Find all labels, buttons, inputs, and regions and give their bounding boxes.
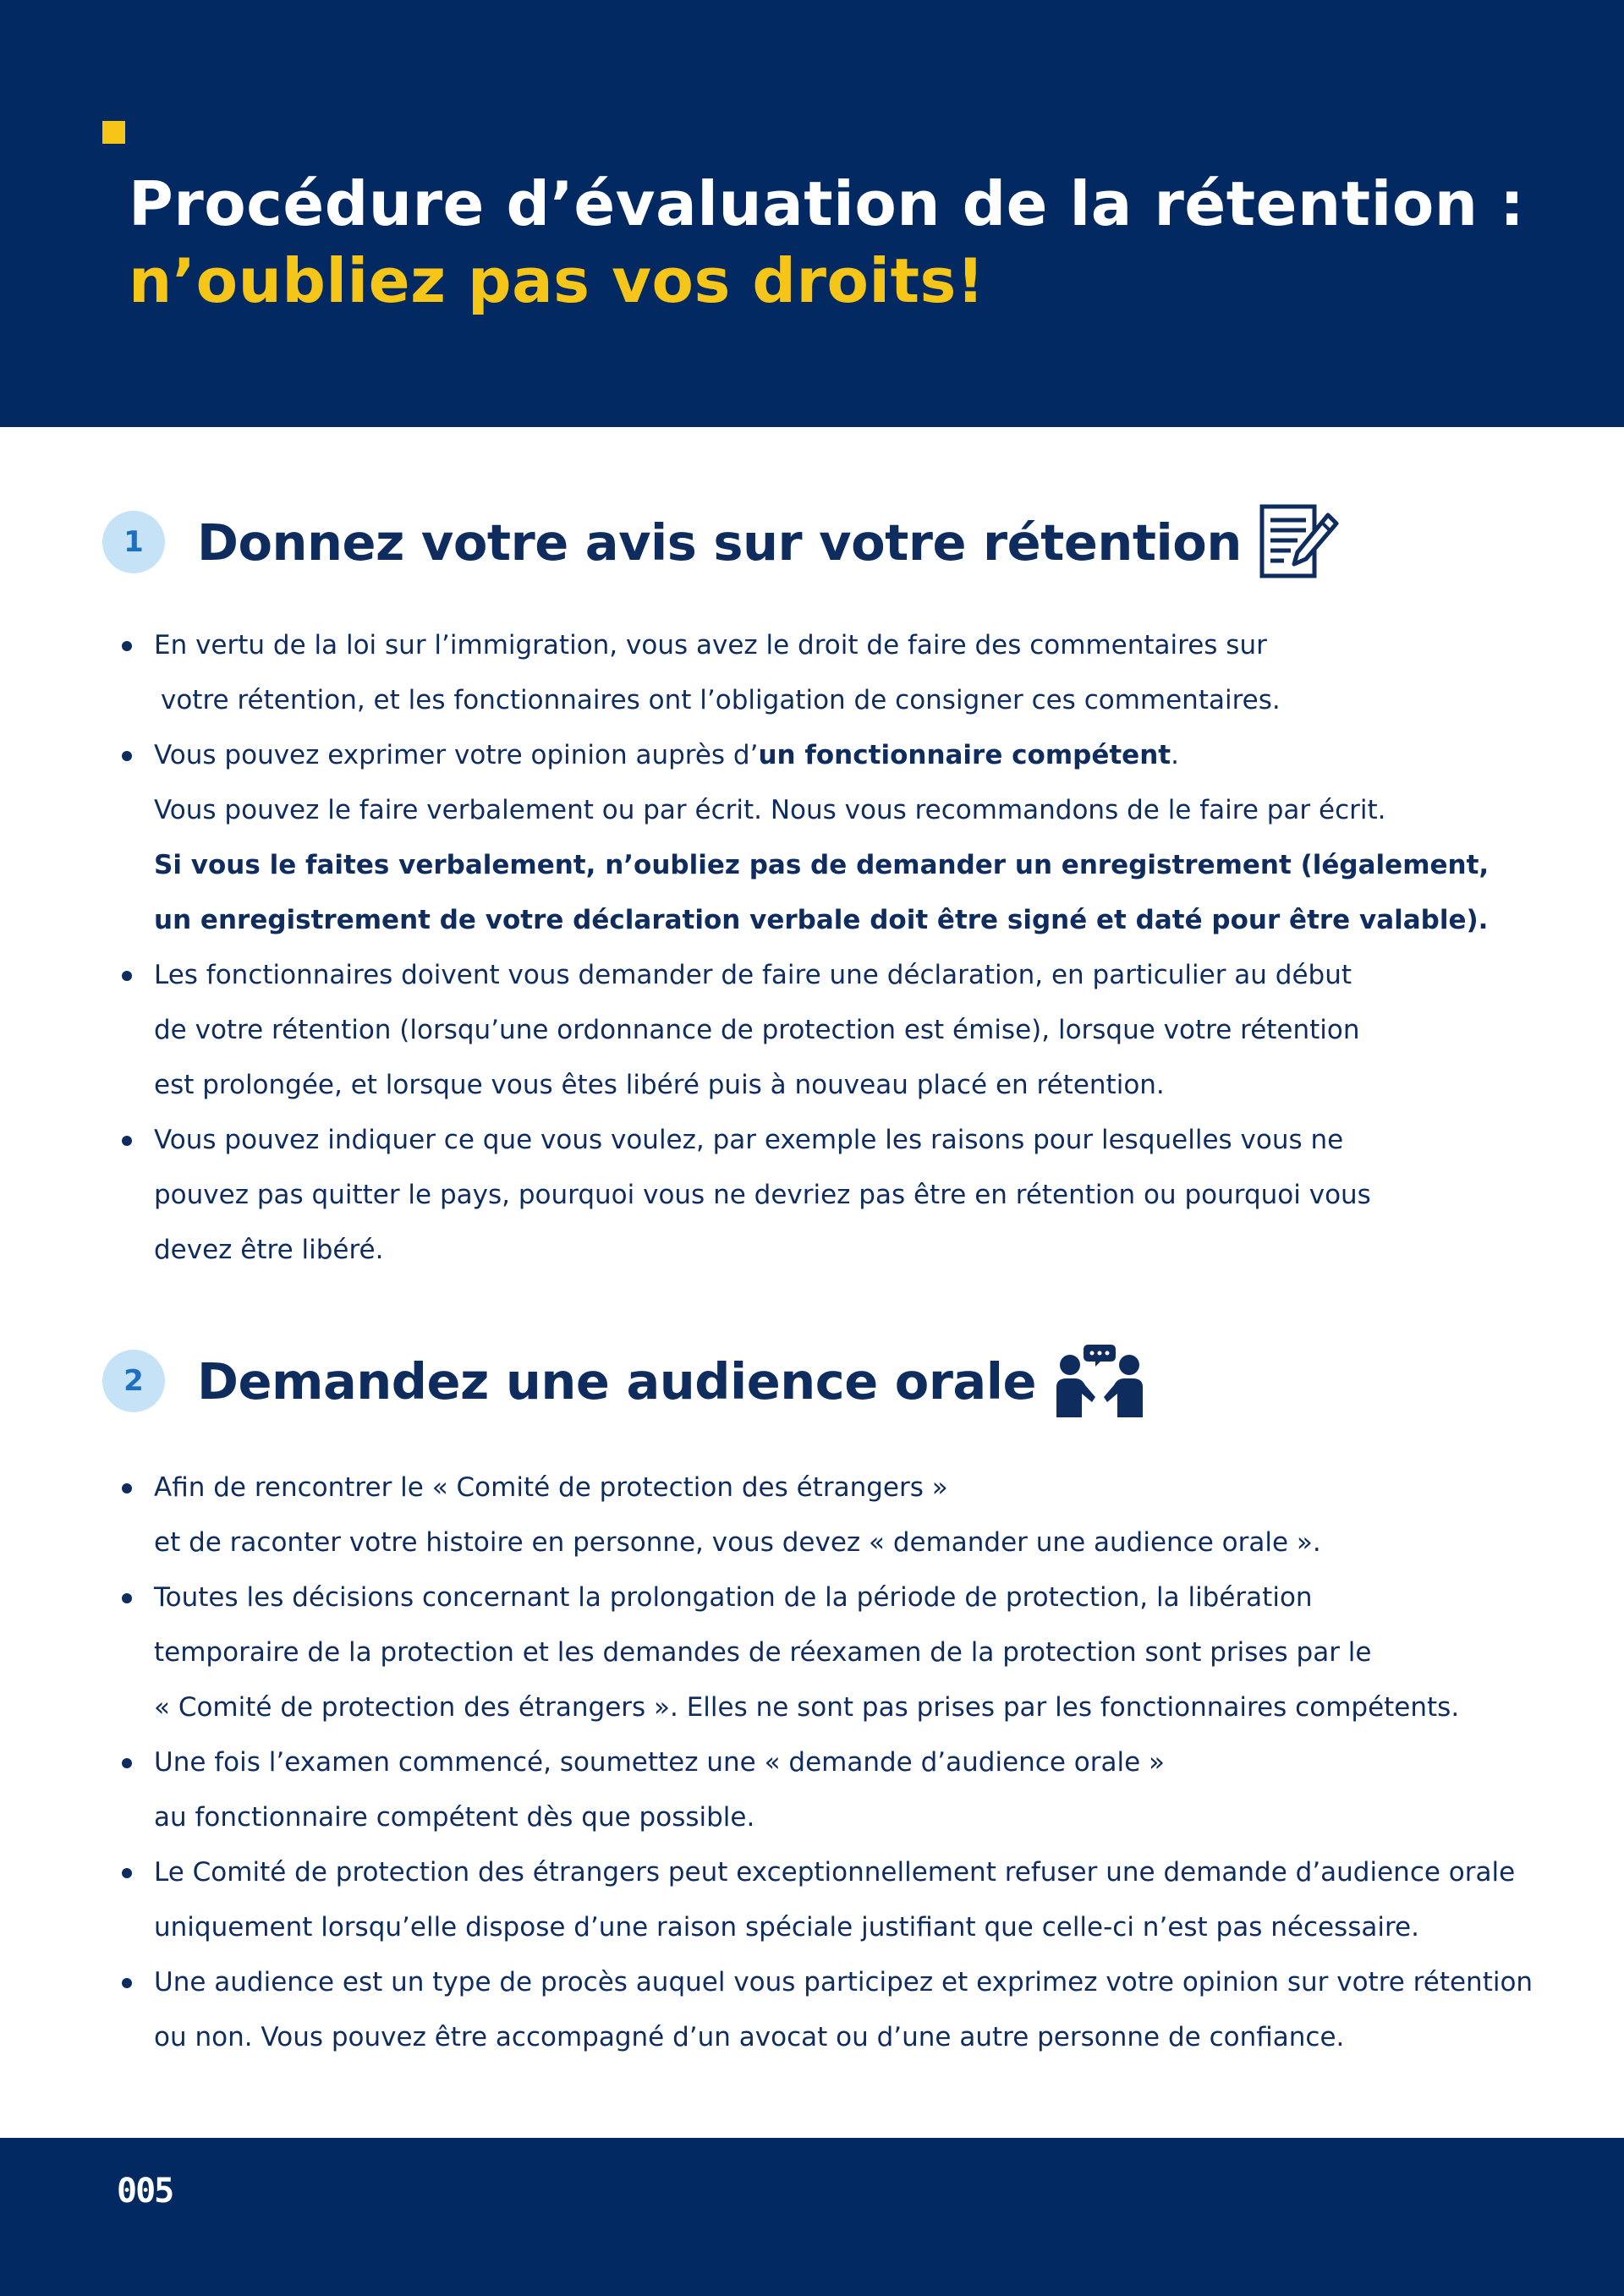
list-item: Une fois l’examen commencé, soumettez une « demande d’audience orale » au fonctionnaire compétent dès que possible. [118, 1735, 1590, 1845]
section-1-title: Donnez votre avis sur votre rétention [197, 512, 1242, 572]
accent-square [102, 121, 125, 144]
list-item: Toutes les décisions concernant la prolongation de la période de protection, la libération temporaire de la protection et les demandes de réexamen de la protection sont prises par le « Comité de protection des étrangers ». Elles ne sont pas prises par les fonctionnaires compétents. [118, 1570, 1590, 1735]
list-item: Une audience est un type de procès auquel vous participez et exprimez votre opinion sur votre rétention ou non. Vous pouvez être accompagné d’un avocat ou d’une autre personne de confiance. [118, 1955, 1590, 2065]
section-2-heading [102, 1347, 1146, 1415]
list-item: Vous pouvez exprimer votre opinion auprès d’un fonctionnaire compétent. Vous pouvez le faire verbalement ou par écrit. Nous vous recommandons de le faire par écrit. Si vous le faites verbalement, n’oubliez pas de demander un enregistrement (légalement, un enregistrement de votre déclaration verbale doit être signé et daté pour être valable). [118, 728, 1590, 948]
list-item: Le Comité de protection des étrangers peut exceptionnellement refuser une demande d’audience orale uniquement lorsqu’elle dispose d’une raison spéciale justifiant que celle-ci n’est pas nécessaire. [118, 1845, 1590, 1955]
section-2-title: Demandez une audience orale [197, 1351, 1036, 1411]
competent-official-emphasis: un fonctionnaire compétent [758, 740, 1171, 770]
section-2-bullet-list [118, 1460, 1590, 2065]
page-title-line-1: Procédure d’évaluation de la rétention : [129, 168, 1525, 239]
page-number: 005 [117, 2172, 173, 2211]
section-1-heading [102, 508, 1340, 576]
section-1-bullet-list [118, 618, 1590, 1278]
list-item: Afin de rencontrer le « Comité de protection des étrangers » et de raconter votre histoire en personne, vous devez « demander une audience orale ». [118, 1460, 1590, 1570]
conversation-people-icon [1053, 1343, 1146, 1419]
list-item: Vous pouvez indiquer ce que vous voulez, par exemple les raisons pour lesquelles vous ne pouvez pas quitter le pays, pourquoi vous ne devriez pas être en rétention ou pourquoi vous devez être libéré. [118, 1113, 1590, 1278]
section-2-number-badge: 2 [102, 1350, 165, 1412]
document-pencil-icon [1259, 503, 1340, 581]
list-item: Les fonctionnaires doivent vous demander de faire une déclaration, en particulier au début de votre rétention (lorsqu’une ordonnance de protection est émise), lorsque votre rétention est prolongée, et lorsque vous êtes libéré puis à nouveau placé en rétention. [118, 948, 1590, 1113]
page-title-line-2: n’oubliez pas vos droits! [129, 245, 985, 316]
footer-banner [0, 2138, 1624, 2296]
list-item: En vertu de la loi sur l’immigration, vous avez le droit de faire des commentaires sur votre rétention, et les fonctionnaires ont l’obligation de consigner ces commentaires. [118, 618, 1590, 728]
section-1-number-badge: 1 [102, 511, 165, 573]
